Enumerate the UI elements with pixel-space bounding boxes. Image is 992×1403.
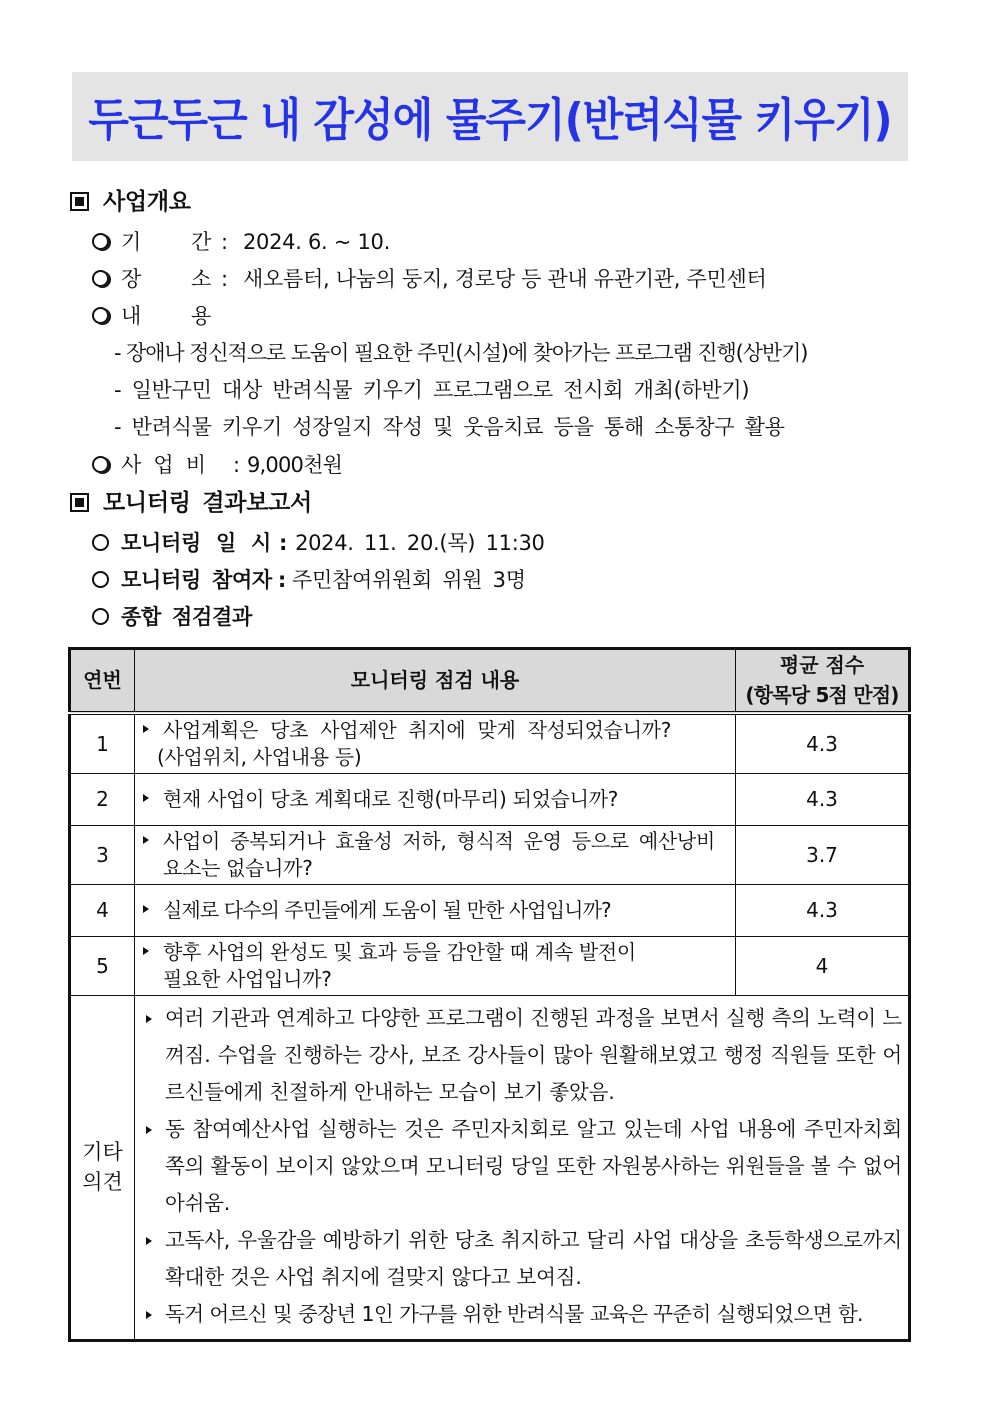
triangle-bullet-icon bbox=[146, 1237, 152, 1245]
comment-text: 독거 어르신 및 중장년 1인 가구를 위한 반려식물 교육은 꾸준히 실행되었으면 함. bbox=[165, 1301, 863, 1326]
circle-bullet-icon bbox=[92, 307, 109, 324]
etc-label bbox=[70, 995, 135, 1340]
row-content bbox=[135, 936, 736, 995]
participants-value: 주민참여위원회 위원 3명 bbox=[292, 568, 526, 592]
separator: : bbox=[233, 453, 240, 477]
table-row bbox=[70, 825, 910, 884]
content-item: - 일반구민 대상 반려식물 키우기 프로그램으로 전시회 개최(하반기) bbox=[114, 378, 750, 402]
datetime-value: 2024. 11. 20.(목) 11:30 bbox=[295, 531, 545, 555]
label-part: 간 bbox=[191, 230, 211, 254]
section-overview-heading bbox=[70, 187, 191, 217]
label-part: 내 bbox=[121, 304, 141, 328]
circle-bullet-icon bbox=[92, 571, 109, 588]
separator: : bbox=[221, 230, 228, 254]
participants-label: 모니터링 참여자 bbox=[121, 568, 272, 592]
row-score: 3.7 bbox=[736, 825, 910, 884]
comment-item bbox=[143, 1000, 902, 1111]
document-title: 두근두근 내 감성에 물주기(반려식물 키우기) bbox=[88, 92, 892, 146]
monitoring-result-table bbox=[68, 647, 911, 1342]
circle-bullet-icon bbox=[92, 608, 109, 625]
row-score: 4.3 bbox=[736, 884, 910, 936]
triangle-bullet-icon bbox=[143, 794, 149, 802]
row-score: 4.3 bbox=[736, 713, 910, 774]
header-score-line: (항목당 5점 만점) bbox=[745, 683, 899, 708]
triangle-bullet-icon bbox=[143, 836, 149, 844]
content-item: - 반려식물 키우기 성장일지 작성 및 웃음치료 등을 통해 소통창구 활용 bbox=[114, 415, 785, 439]
datetime-label: 모니터링 일 시 bbox=[121, 531, 271, 555]
triangle-bullet-icon bbox=[146, 1015, 152, 1023]
row-text-line: 사업계획은 당초 사업제안 취지에 맞게 작성되었습니까? bbox=[163, 717, 672, 742]
triangle-bullet-icon bbox=[143, 725, 149, 733]
header-score-line: 평균 점수 bbox=[779, 653, 865, 678]
triangle-bullet-icon bbox=[146, 1126, 152, 1134]
circle-bullet-icon bbox=[92, 233, 109, 250]
row-text-line: 현재 사업이 당초 계획대로 진행(마무리) 되었습니까? bbox=[163, 786, 619, 811]
etc-label-line: 의견 bbox=[82, 1170, 123, 1194]
row-text-line: 사업이 중복되거나 효율성 저하, 형식적 운영 등으로 예산낭비 bbox=[163, 828, 715, 853]
row-no: 3 bbox=[70, 825, 135, 884]
title-banner bbox=[72, 72, 908, 161]
period-value: 2024. 6. ~ 10. bbox=[243, 230, 390, 254]
comment-item bbox=[143, 1296, 902, 1333]
row-content bbox=[135, 825, 736, 884]
header-content: 모니터링 점검 내용 bbox=[135, 649, 736, 713]
comment-item bbox=[143, 1111, 902, 1222]
overview-budget bbox=[92, 450, 342, 480]
table-row bbox=[70, 884, 910, 936]
label-part: 용 bbox=[191, 304, 211, 328]
row-text-line: 향후 사업의 완성도 및 효과 등을 감안할 때 계속 발전이 bbox=[163, 939, 636, 964]
row-content bbox=[135, 713, 736, 774]
row-no: 5 bbox=[70, 936, 135, 995]
circle-bullet-icon bbox=[92, 270, 109, 287]
row-no: 1 bbox=[70, 713, 135, 774]
separator: : bbox=[278, 531, 288, 555]
overview-period bbox=[92, 227, 390, 257]
table-row-etc bbox=[70, 995, 910, 1340]
circle-bullet-icon bbox=[92, 456, 109, 473]
table-row bbox=[70, 713, 910, 774]
label-part: 소 bbox=[191, 267, 211, 291]
separator: : bbox=[221, 267, 228, 291]
comment-text: 동 참여예산사업 실행하는 것은 주민자치회로 알고 있는데 사업 내용에 주민자치회 쪽의 활동이 보이지 않았으며 모니터링 당일 또한 자원봉사하는 위원들을 볼 수 없어 아쉬움. bbox=[165, 1116, 902, 1215]
circle-bullet-icon bbox=[92, 534, 109, 551]
etc-label-line: 기타 bbox=[82, 1140, 123, 1164]
section-title: 모니터링 결과보고서 bbox=[103, 490, 312, 516]
etc-comments bbox=[135, 995, 910, 1340]
filled-square-bullet-icon bbox=[70, 192, 89, 211]
table-row bbox=[70, 773, 910, 825]
budget-label: 사 업 비 bbox=[121, 453, 206, 477]
row-no: 4 bbox=[70, 884, 135, 936]
separator: : bbox=[277, 568, 287, 592]
triangle-bullet-icon bbox=[146, 1311, 152, 1319]
monitoring-summary bbox=[92, 602, 252, 632]
overview-place bbox=[92, 264, 766, 294]
table-header-row bbox=[70, 649, 910, 713]
filled-square-bullet-icon bbox=[70, 493, 89, 512]
comment-text: 고독사, 우울감을 예방하기 위한 당초 취지하고 달리 사업 대상을 초등학생으로까지 확대한 것은 사업 취지에 걸맞지 않다고 보여짐. bbox=[165, 1227, 902, 1289]
place-value: 새오름터, 나눔의 둥지, 경로당 등 관내 유관기관, 주민센터 bbox=[243, 267, 767, 291]
monitoring-participants bbox=[92, 565, 526, 595]
header-score bbox=[736, 649, 910, 713]
budget-value: 9,000천원 bbox=[247, 453, 343, 477]
label-part: 기 bbox=[121, 230, 141, 254]
section-monitoring-heading bbox=[70, 488, 312, 518]
section-title: 사업개요 bbox=[103, 189, 191, 215]
triangle-bullet-icon bbox=[143, 947, 149, 955]
row-text-line: 요소는 없습니까? bbox=[163, 855, 313, 880]
row-score: 4.3 bbox=[736, 773, 910, 825]
row-no: 2 bbox=[70, 773, 135, 825]
comment-item bbox=[143, 1222, 902, 1296]
row-content bbox=[135, 884, 736, 936]
content-item: - 장애나 정신적으로 도움이 필요한 주민(시설)에 찾아가는 프로그램 진행(상반기) bbox=[114, 341, 808, 365]
table-row bbox=[70, 936, 910, 995]
summary-heading: 종합 점검결과 bbox=[121, 605, 252, 629]
row-text-line: 필요한 사업입니까? bbox=[163, 966, 332, 991]
row-content bbox=[135, 773, 736, 825]
row-text-line: (사업위치, 사업내용 등) bbox=[157, 744, 362, 769]
triangle-bullet-icon bbox=[143, 905, 149, 913]
monitoring-datetime bbox=[92, 528, 545, 558]
header-no: 연번 bbox=[70, 649, 135, 713]
label-part: 장 bbox=[121, 267, 141, 291]
row-score: 4 bbox=[736, 936, 910, 995]
row-text-line: 실제로 다수의 주민들에게 도움이 될 만한 사업입니까? bbox=[163, 897, 611, 922]
overview-content bbox=[92, 301, 211, 331]
comment-text: 여러 기관과 연계하고 다양한 프로그램이 진행된 과정을 보면서 실행 측의 노력이 느껴짐. 수업을 진행하는 강사, 보조 강사들이 많아 원활해보였고 행정 직원들 또한 어르신들에게 친절하게 안내하는 모습이 보기 좋았음. bbox=[165, 1005, 902, 1104]
